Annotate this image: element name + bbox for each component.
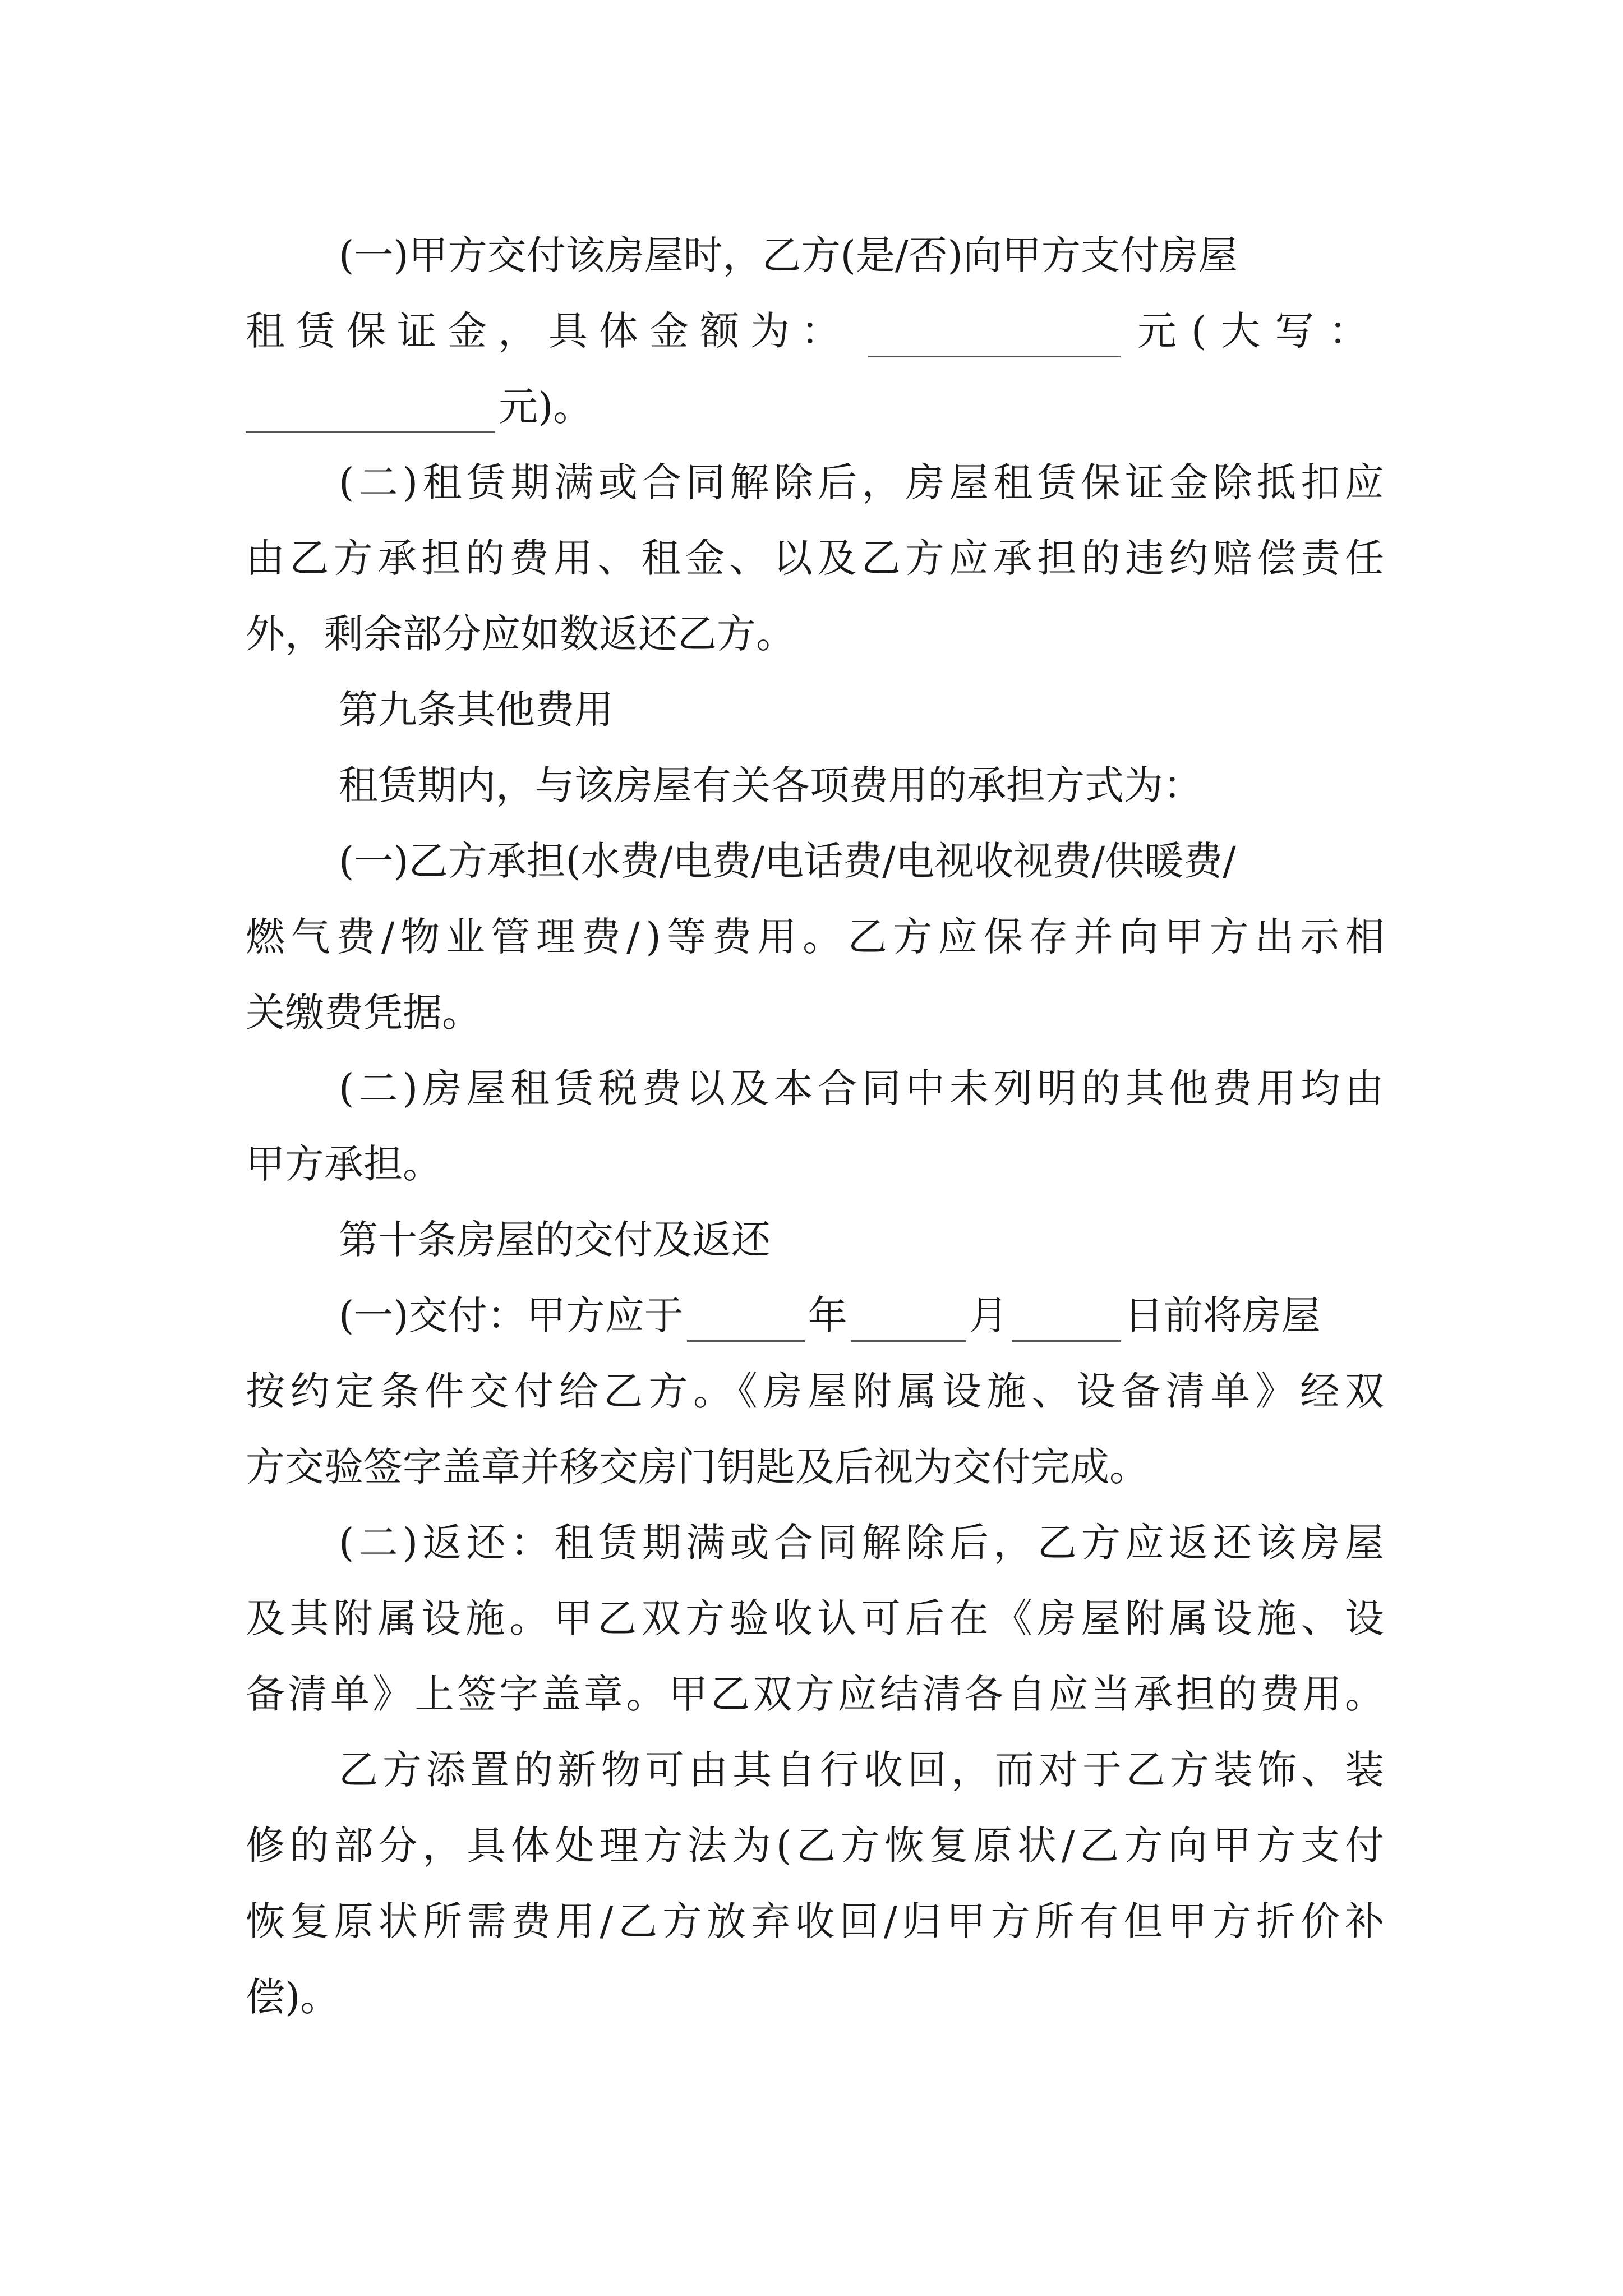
text-segment: 租赁保证金，具体金额为：	[246, 308, 851, 354]
text-segment: (二)返还：租赁期满或合同解除后，乙方应返还该房屋	[339, 1520, 1389, 1566]
deposit-amount-blank[interactable]	[868, 316, 1121, 357]
paragraph-fixtures-line-3	[246, 1879, 1390, 1963]
text-segment: 偿)。	[246, 1974, 340, 2020]
paragraph-fixtures-line-4	[246, 1955, 1384, 2039]
paragraph-delivery-line-2	[246, 1349, 1390, 1433]
paragraph-return-line-3	[246, 1652, 1387, 1736]
heading-text: 第十条房屋的交付及返还	[339, 1217, 771, 1263]
paragraph-landlord-fees-line-2	[246, 1122, 1384, 1206]
paragraph-tenant-fees-line-1	[246, 819, 1384, 903]
text-segment: 及其附属设施。甲乙双方验收认可后在《房屋附属设施、设	[246, 1595, 1389, 1641]
text-segment: 备清单》上签字盖章。甲乙双方应结清各自应当承担的费用。	[246, 1671, 1387, 1717]
text-segment: 月	[969, 1292, 1008, 1338]
text-segment: 甲方承担。	[246, 1141, 442, 1187]
paragraph-fees-intro	[246, 743, 1384, 827]
text-segment: 恢复原状所需费用/乙方放弃收回/归甲方所有但甲方折价补	[246, 1898, 1390, 1944]
text-segment: 修的部分，具体处理方法为(乙方恢复原状/乙方向甲方支付	[246, 1823, 1389, 1869]
delivery-day-blank[interactable]	[1012, 1301, 1121, 1342]
paragraph-landlord-fees-line-1	[246, 1046, 1389, 1130]
paragraph-return-line-2	[246, 1576, 1389, 1660]
article-10-heading	[246, 1198, 1384, 1282]
paragraph-deposit-line-3	[246, 365, 1384, 449]
deposit-amount-uppercase-blank[interactable]	[246, 392, 495, 433]
paragraph-fixtures-line-2	[246, 1803, 1389, 1888]
text-segment: 关缴费凭据。	[246, 990, 481, 1036]
paragraph-tenant-fees-line-2	[246, 895, 1391, 979]
text-segment: (二)租赁期满或合同解除后，房屋租赁保证金除抵扣应	[339, 459, 1389, 505]
text-segment: 燃气费/物业管理费/)等费用。乙方应保存并向甲方出示相	[246, 914, 1391, 960]
text-segment: (二)房屋租赁税费以及本合同中未列明的其他费用均由	[339, 1065, 1389, 1111]
text-segment: 元)。	[499, 384, 593, 430]
article-9-heading	[246, 668, 1384, 752]
delivery-month-blank[interactable]	[851, 1301, 966, 1342]
text-segment: (一)甲方交付该房屋时，乙方(是/否)向甲方支付房屋	[339, 232, 1238, 278]
paragraph-tenant-fees-line-3	[246, 970, 1384, 1055]
text-segment: (一)乙方承担(水费/电费/电话费/电视收视费/供暖费/	[339, 838, 1236, 884]
paragraph-fixtures-line-1	[246, 1728, 1389, 1812]
heading-text: 第九条其他费用	[339, 687, 614, 733]
text-segment: 日前将房屋	[1124, 1292, 1321, 1338]
text-segment: 元(大写：	[1137, 308, 1383, 354]
text-segment: (一)交付：甲方应于	[339, 1292, 684, 1338]
text-segment: 方交验签字盖章并移交房门钥匙及后视为交付完成。	[246, 1444, 1149, 1490]
paragraph-delivery-line-1	[246, 1273, 1384, 1358]
text-segment: 外，剩余部分应如数返还乙方。	[246, 611, 795, 657]
paragraph-refund-line-3	[246, 592, 1384, 676]
paragraph-refund-line-2	[246, 516, 1389, 600]
text-segment: 年	[808, 1292, 847, 1338]
text-segment: 按约定条件交付给乙方。《房屋附属设施、设备清单》经双	[246, 1368, 1390, 1414]
paragraph-refund-line-1	[246, 440, 1389, 524]
paragraph-deposit-line-2	[246, 289, 1384, 373]
paragraph-deposit-line-1	[246, 213, 1384, 297]
text-segment: 租赁期内，与该房屋有关各项费用的承担方式为：	[339, 762, 1202, 808]
text-segment: 由乙方承担的费用、租金、以及乙方应承担的违约赔偿责任	[246, 535, 1389, 581]
paragraph-return-line-1	[246, 1501, 1389, 1585]
delivery-year-blank[interactable]	[687, 1301, 805, 1342]
text-segment: 乙方添置的新物可由其自行收回，而对于乙方装饰、装	[339, 1747, 1389, 1793]
paragraph-delivery-line-3	[246, 1425, 1384, 1509]
